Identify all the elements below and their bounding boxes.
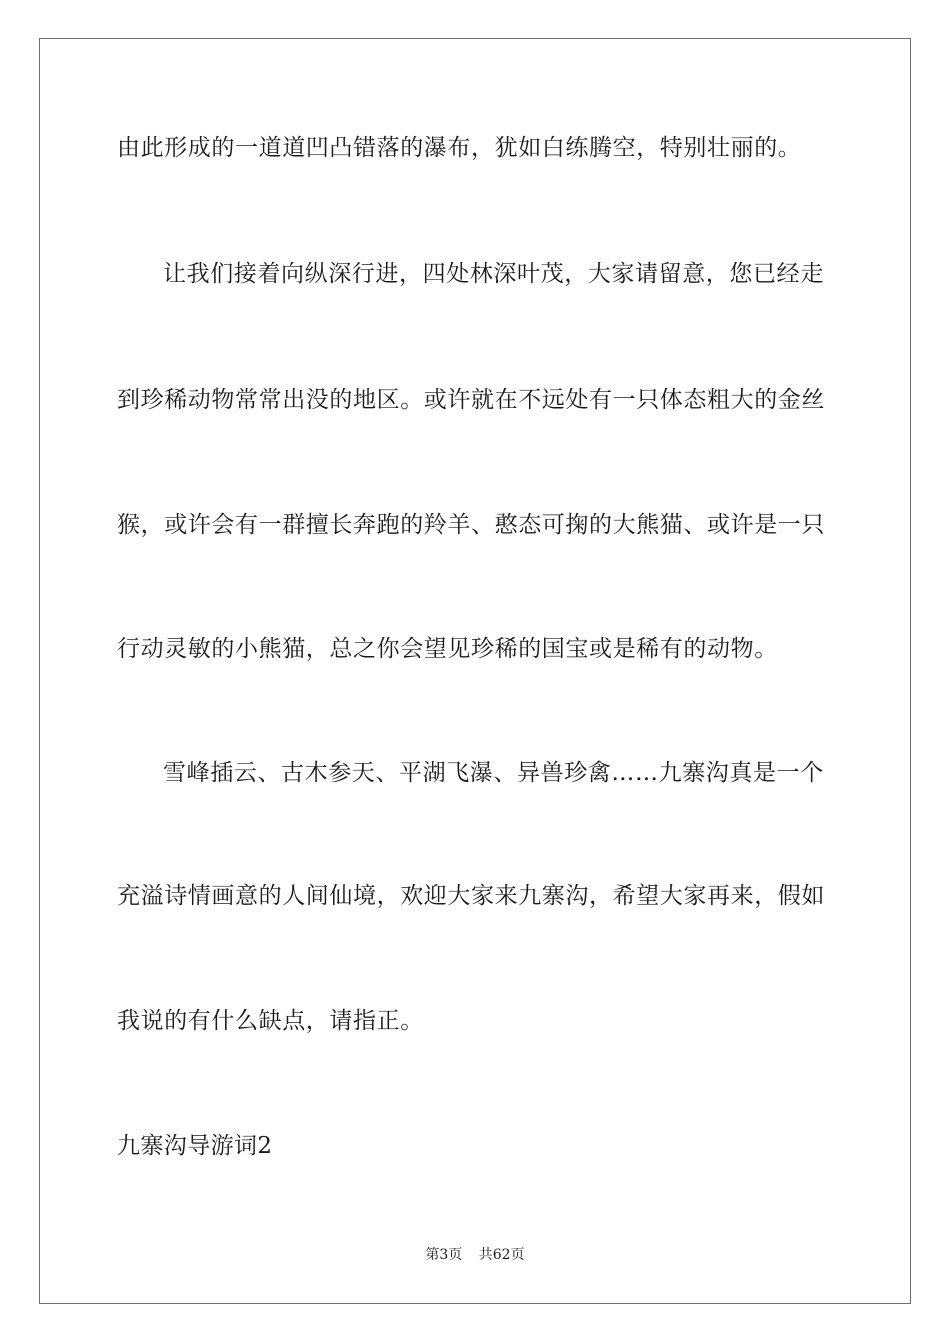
paragraph-line: 到珍稀动物常常出没的地区。或许就在不远处有一只体态粗大的金丝 [117,387,825,413]
paragraph-line: 猴，或许会有一群擅长奔跑的羚羊、憨态可掬的大熊猫、或许是一只 [117,512,825,538]
paragraph-line: 让我们接着向纵深行进，四处林深叶茂，大家请留意，您已经走 [163,261,824,287]
paragraph-line: 充溢诗情画意的人间仙境，欢迎大家来九寨沟，希望大家再来，假如 [117,883,825,909]
page-frame [39,38,911,1304]
section-heading: 九寨沟导游词2 [117,1133,273,1159]
page-footer [0,1246,950,1264]
paragraph-line: 雪峰插云、古木参天、平湖飞瀑、异兽珍禽……九寨沟真是一个 [163,760,824,786]
page-number-current: 第3页 [425,1247,463,1263]
paragraph-line: 行动灵敏的小熊猫，总之你会望见珍稀的国宝或是稀有的动物。 [117,636,778,662]
page-number-total: 共62页 [478,1247,525,1263]
paragraph-line: 我说的有什么缺点，请指正。 [117,1008,424,1034]
paragraph-line: 由此形成的一道道凹凸错落的瀑布，犹如白练腾空，特别壮丽的。 [117,135,802,161]
